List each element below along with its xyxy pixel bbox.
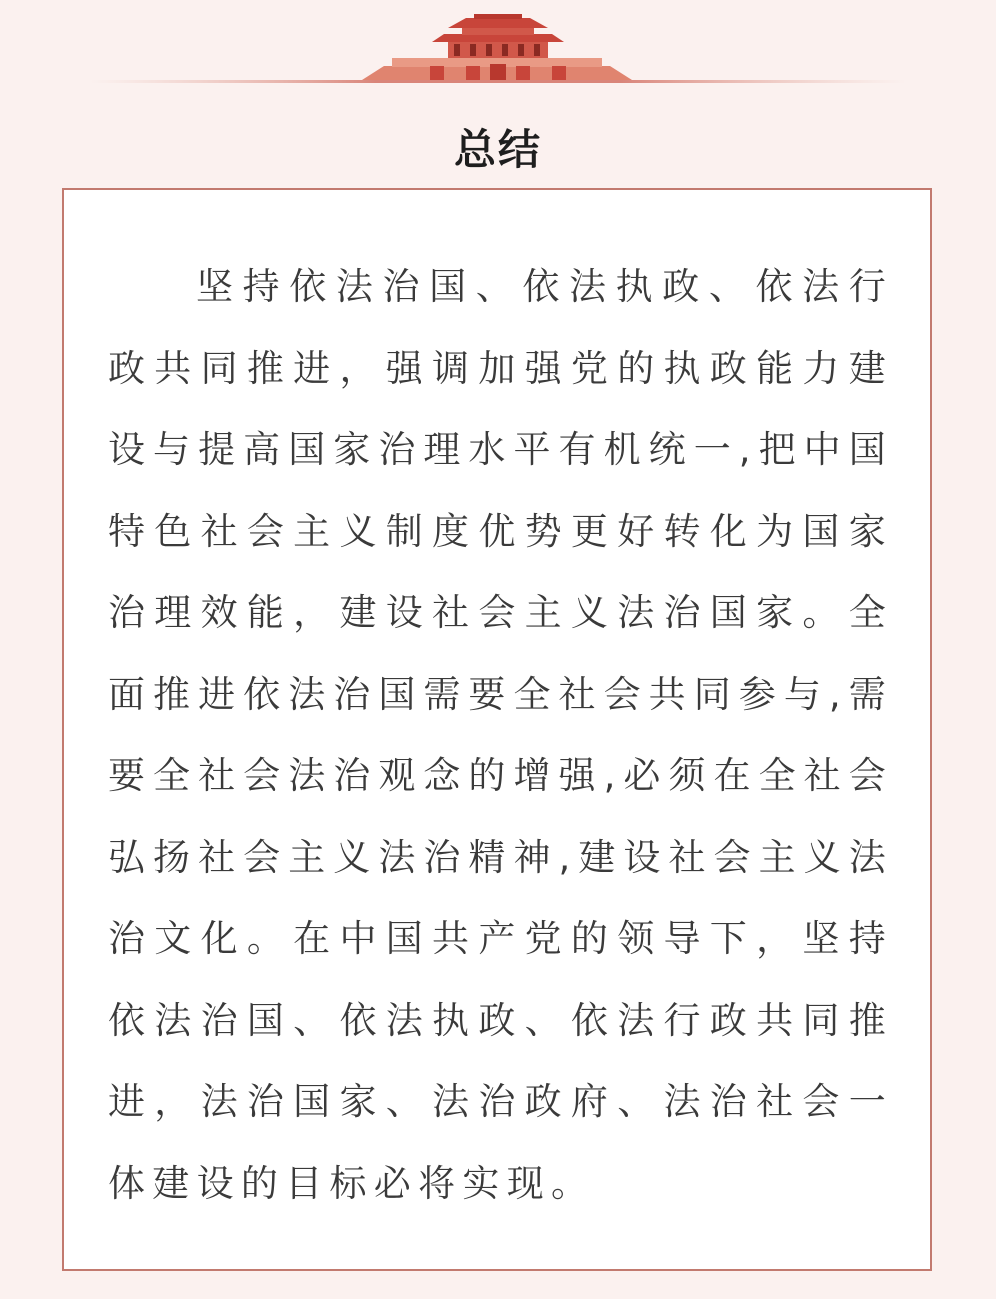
content-box — [62, 188, 932, 1271]
tiananmen-gate-icon — [0, 0, 996, 100]
summary-paragraph: 坚持依法治国、依法执政、依法行政共同推进，强调加强党的执政能力建设与提高国家治理水平有机统一,把中国特色社会主义制度优势更好转化为国家治理效能，建设社会主义法治国家。全面推进依法治国需要全社会共同参与,需要全社会法治观念的增强,必须在全社会弘扬社会主义法治精神,建设社会主义法治文化。在中国共产党的领导下，坚持依法治国、依法执政、依法行政共同推进，法治国家、法治政府、法治社会一体建设的目标必将实现。 — [108, 265, 893, 1205]
top-banner — [0, 0, 996, 100]
page-title: 总结 — [453, 125, 542, 174]
